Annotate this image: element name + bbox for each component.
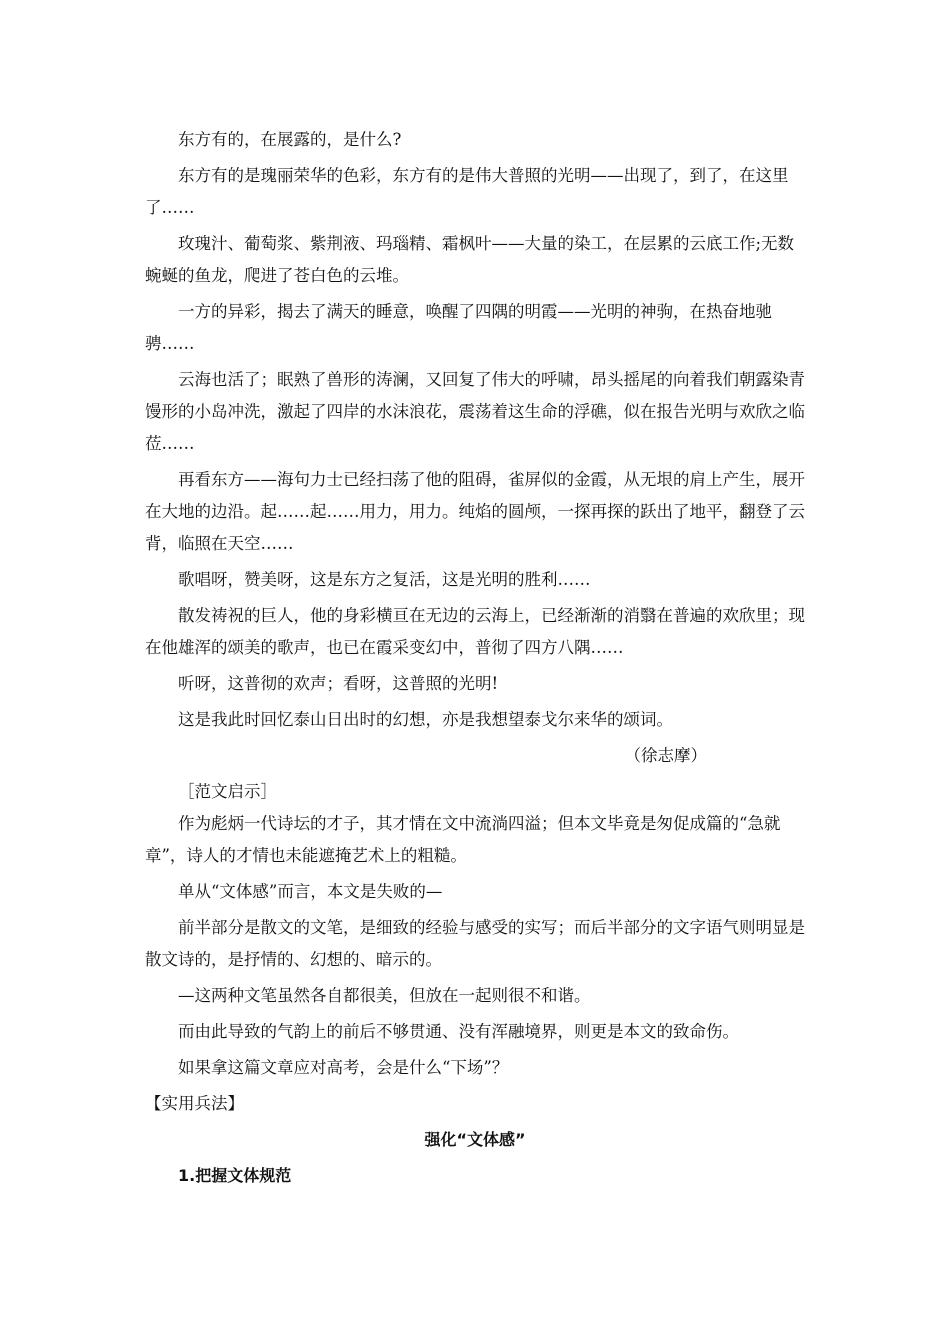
paragraph: 东方有的，在展露的，是什么?	[178, 130, 402, 149]
paragraph: 散发祷祝的巨人，他的身彩横亘在无边的云海上，已经渐渐的消翳在普遍的欢欣里；现在他雄浑的颂美的歌声，也已在霞采变幻中，普彻了四方八隅……	[145, 606, 805, 657]
paragraph: 玫瑰汁、葡萄浆、紫荆液、玛瑙精、霜枫叶——大量的染工，在层累的云底工作;无数蜿蜒的鱼龙，爬进了苍白色的云堆。	[145, 234, 795, 285]
paragraph: 云海也活了；眠熟了兽形的涛澜，又回复了伟大的呼啸，昂头摇尾的向着我们朝露染青馒形的小岛冲洗，激起了四岸的水沫浪花，震荡着这生命的浮礁，似在报告光明与欢欣之临莅……	[145, 370, 805, 453]
author-attribution: （徐志摩）	[624, 746, 707, 765]
inspiration-label: ［范文启示］	[178, 782, 277, 801]
paragraph: 这是我此时回忆泰山日出时的幻想，亦是我想望泰戈尔来华的颂词。	[178, 710, 673, 729]
section-title: 强化“文体感”	[424, 1130, 526, 1149]
inspiration-paragraph: 作为彪炳一代诗坛的才子，其才情在文中流淌四溢；但本文毕竟是匆促成篇的“急就章”，诗人的才情也未能遮掩艺术上的粗糙。	[145, 814, 781, 865]
inspiration-paragraph: 而由此导致的气韵上的前后不够贯通、没有浑融境界，则更是本文的致命伤。	[178, 1022, 739, 1041]
inspiration-paragraph: 前半部分是散文的文笔，是细致的经验与感受的实写；而后半部分的文字语气则明显是散文诗的，是抒情的、幻想的、暗示的。	[145, 918, 805, 969]
document-body	[145, 124, 805, 1192]
paragraph: 歌唱呀，赞美呀，这是东方之复活，这是光明的胜利……	[178, 570, 591, 589]
paragraph: 听呀，这普彻的欢声；看呀，这普照的光明!	[178, 674, 499, 693]
inspiration-paragraph: 单从“文体感”而言，本文是失败的—	[178, 882, 443, 901]
paragraph: 一方的异彩，揭去了满天的睡意，唤醒了四隅的明霞——光明的神驹，在热奋地驰骋……	[145, 302, 772, 353]
paragraph: 再看东方——海句力士已经扫荡了他的阻碍，雀屏似的金霞，从无垠的肩上产生，展开在大地的边沿。起……起……用力，用力。纯焰的圆颅，一探再探的跃出了地平，翻登了云背，临照在天空……	[145, 470, 805, 553]
subheading: 1.把握文体规范	[178, 1166, 292, 1185]
section-label: 【实用兵法】	[145, 1094, 244, 1113]
inspiration-paragraph: 如果拿这篇文章应对高考，会是什么“下场”？	[178, 1058, 509, 1077]
inspiration-paragraph: —这两种文笔虽然各自都很美，但放在一起则很不和谐。	[178, 986, 591, 1005]
paragraph: 东方有的是瑰丽荣华的色彩，东方有的是伟大普照的光明——出现了，到了，在这里了……	[145, 166, 789, 217]
